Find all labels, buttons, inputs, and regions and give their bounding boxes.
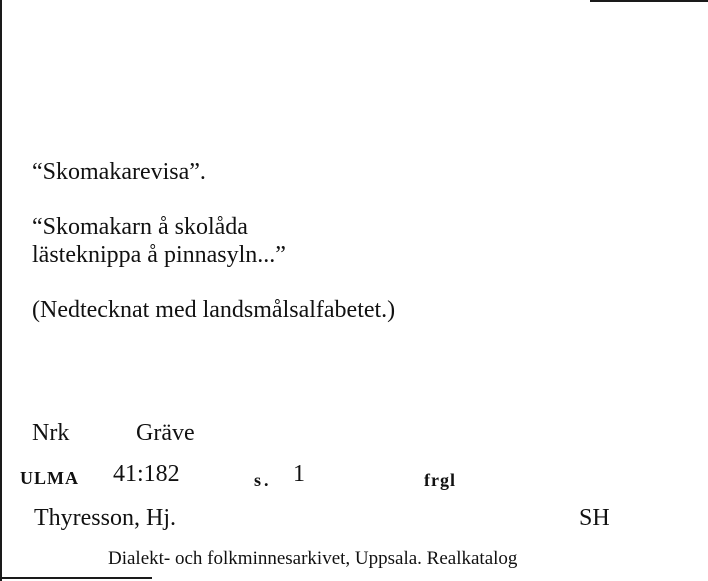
region-code: Nrk <box>32 420 70 446</box>
archive-code: ULMA <box>20 468 79 488</box>
quote-line-1: “Skomakarn å skolåda <box>32 214 248 240</box>
initials: SH <box>579 505 610 531</box>
card-bottom-edge <box>0 577 152 579</box>
card-top-edge <box>590 0 708 2</box>
page-number: 1 <box>293 461 305 487</box>
quote-line-2: lästeknippa å pinnasyln...” <box>32 242 286 268</box>
card-left-edge <box>0 0 2 581</box>
parish-name: Gräve <box>136 420 195 446</box>
page-label: s. <box>254 470 272 490</box>
archive-number: 41:182 <box>113 461 180 487</box>
archive-footer: Dialekt- och folkminnesarkivet, Uppsala. Realkatalog <box>108 548 518 569</box>
author-name: Thyresson, Hj. <box>34 505 176 531</box>
category-code: frgl <box>424 470 456 490</box>
song-title: “Skomakarevisa”. <box>32 159 206 185</box>
transcription-note: (Nedtecknat med landsmålsalfabetet.) <box>32 297 396 323</box>
